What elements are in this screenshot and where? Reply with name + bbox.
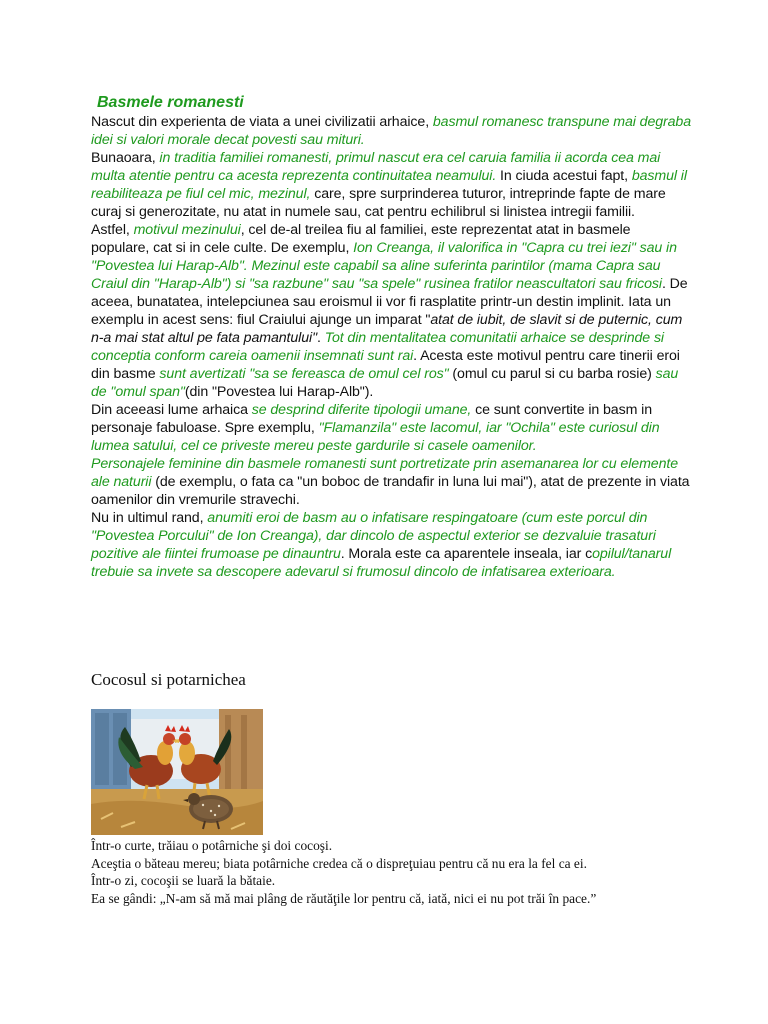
plain-text: In ciuda acestui fapt, <box>496 168 632 184</box>
highlighted-text: basmul il reabiliteaza pe fiul cel mic, mezinul, <box>91 168 687 202</box>
highlighted-text: motivul mezinului <box>133 222 241 238</box>
quoted-text: atat de iubit, de slavit si de puternic, cum n-a mai stat altul pe fata pamantului" <box>91 312 683 346</box>
highlighted-text: se desprind diferite tipologii umane, <box>251 402 472 418</box>
plain-text: . <box>317 330 325 346</box>
plain-text: . Morala este ca aparentele inseala, iar c <box>340 546 593 562</box>
fable-text <box>91 837 711 907</box>
plain-text: Nu in ultimul rand, <box>91 510 208 526</box>
paragraph-human-types <box>91 401 691 455</box>
plain-text: care, spre surprinderea tuturor, intreprinde fapte de mare curaj si generozitate, nu atat in numele sau, cat pentru echilibrul si linistea intregii familii. <box>91 186 666 220</box>
fable-title: Cocosul si potarnichea <box>91 670 246 689</box>
fable-line: Într-o zi, cocoşii se luară la bătaie. <box>91 873 276 888</box>
highlighted-text: Personajele feminine din basmele romanesti sunt portretizate prin asemanarea lor cu elemente ale naturii <box>91 456 678 490</box>
plain-text: Astfel, <box>91 222 134 238</box>
highlighted-text: basmul romanesc transpune mai degraba idei si valori morale decat povesti sau mituri. <box>91 114 692 148</box>
highlighted-text: "Flamanzila" este lacomul, iar "Ochila" este curiosul din lumea satului, cel ce priveste mereu peste gardurile si casele oamenilor. <box>91 420 660 454</box>
paragraph-moral <box>91 509 691 581</box>
plain-text: Nascut din experienta de viata a unei civilizatii arhaice, <box>91 114 433 130</box>
fable-line: Într-o curte, trăiau o potârniche şi doi cocoşi. <box>91 838 333 853</box>
plain-text: , cel de-al treilea fiu al familiei, este reprezentat atat in basmele populare, cat si in cele culte. De exemplu, <box>91 222 631 256</box>
paragraph-intro <box>91 113 691 149</box>
plain-text: (omul cu parul si cu barba rosie) <box>448 366 656 382</box>
plain-text: . Acesta este motivul pentru care tinerii eroi din basme <box>91 348 680 382</box>
plain-text: (din "Povestea lui Harap-Alb"). <box>184 384 374 400</box>
highlighted-text: anumiti eroi de basm au o infatisare respingatoare (cum este porcul din "Povestea Porcului" de Ion Creanga), dar dincolo de aspectul exterior se dezvaluie trasaturi pozitive ale fiintei frumoase pe dinauntru <box>91 510 656 562</box>
fable-illustration <box>91 709 263 835</box>
fable-line: Ea se gândi: „N-am să mă mai plâng de răutăţile lor pentru că, iată, nici ei nu pot trăi în pace.” <box>91 890 597 906</box>
roosters-partridge-drawing <box>91 709 263 835</box>
plain-text: Bunaoara, <box>91 150 160 166</box>
plain-text: . De aceea, bunatatea, intelepciunea sau eroismul ii vor fi rasplatite printr-un destin implinit. Iata un exemplu in acest sens: fiul Craiului ajunge un imparat " <box>91 276 688 328</box>
fable-line: Aceştia o băteau mereu; biata potârniche credea că o dispreţuiau pentru că nu era la fel ca ei. <box>91 855 587 871</box>
highlighted-text: in traditia familiei romanesti, primul nascut era cel caruia familia ii acorda cea mai multa atentie pentru ca acesta reprezenta continuitatea neamului. <box>91 150 661 184</box>
plain-text: Din aceeasi lume arhaica <box>91 402 252 418</box>
paragraph-eldest-son <box>91 149 691 221</box>
highlighted-text: Tot din mentalitatea comunitatii arhaice se desprinde si conceptia conform careia oamenii insemnati sunt rai <box>91 330 664 364</box>
highlighted-text: Ion Creanga, il valorifica in "Capra cu trei iezi" sau in "Povestea lui Harap-Alb". Mezinul este capabil sa aline suferinta parintilor (mama Capra sau Craiul din "Harap-Alb") si "sa razbune" sau "sa spele" rusinea fratilor neascultatori sau fricosi <box>91 240 677 292</box>
highlighted-text: opilul/tanarul trebuie sa invete sa descopere adevarul si frumosul dincolo de infatisarea exterioara. <box>91 546 672 580</box>
article-body <box>91 113 691 581</box>
highlighted-text: sunt avertizati "sa se fereasca de omul cel ros" <box>159 366 449 382</box>
paragraph-female-characters <box>91 455 691 509</box>
paragraph-youngest-son-motif <box>91 221 691 401</box>
highlighted-text: sau de "omul span" <box>91 366 679 400</box>
plain-text: (de exemplu, o fata ca "un boboc de trandafir in luna lui mai"), atat de prezente in viata oamenilor din vremurile stravechi. <box>91 474 690 508</box>
plain-text: ce sunt convertite in basm in personaje fabuloase. Spre exemplu, <box>91 402 652 436</box>
article-title: Basmele romanesti <box>97 94 244 111</box>
